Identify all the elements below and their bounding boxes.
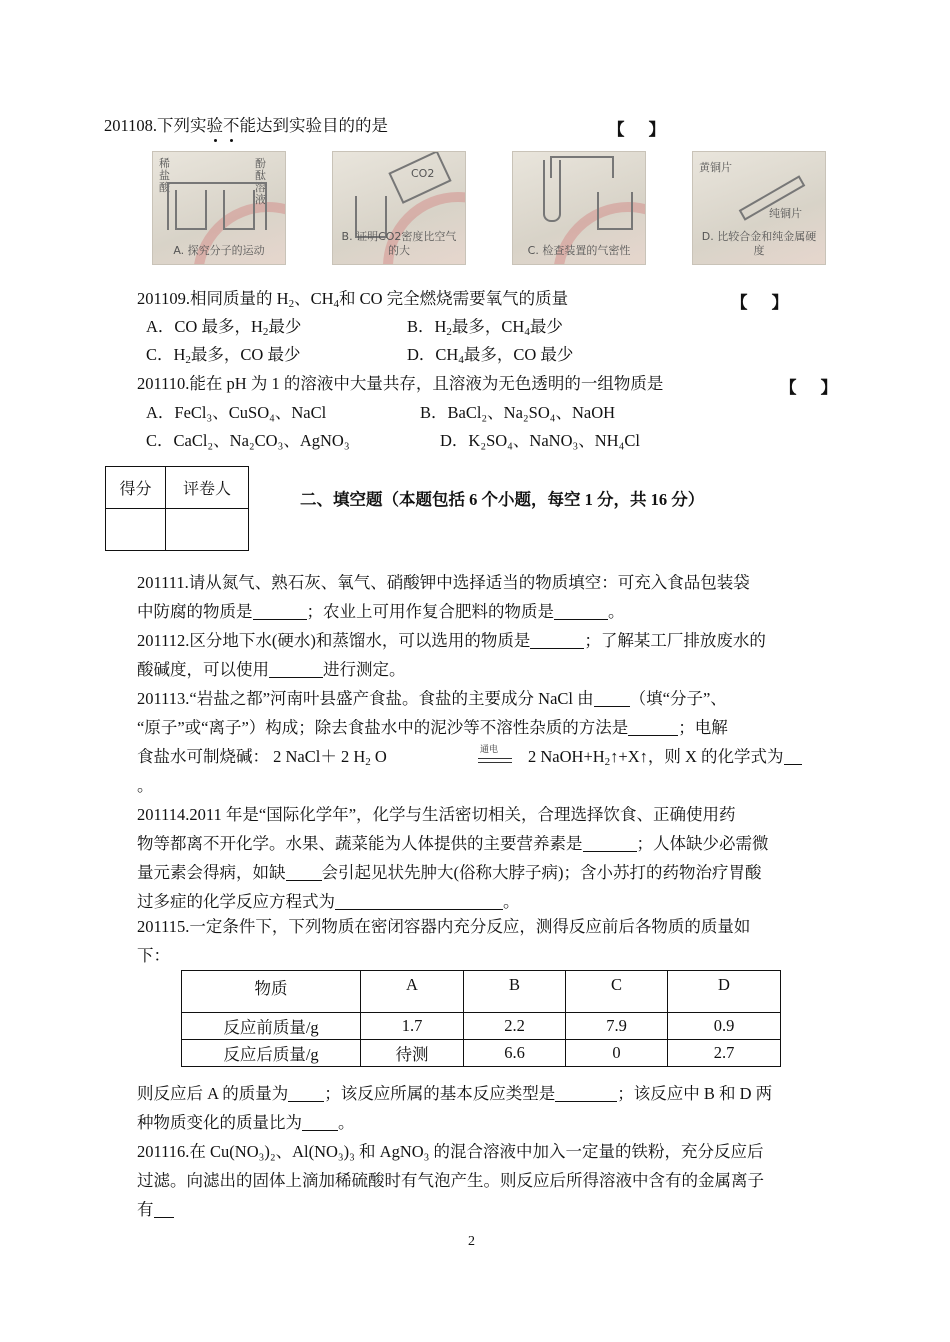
answer-blank[interactable]: [554, 603, 608, 620]
q09-option-a: A．CO 最多，$H_2$最少: [146, 317, 302, 338]
image-label: 酚酞溶液: [255, 157, 266, 206]
score-box: [105, 466, 249, 551]
table-cell: 0: [566, 1040, 668, 1067]
q12-line1: 201112.区分地下水(硬水)和蒸馏水，可以选用的物质是 ；了解某工厂排放废水的: [137, 631, 766, 650]
q15-line3: 则反应后 A 的质量为 ；该反应所属的基本反应类型是 ；该反应中 B 和 D 两: [137, 1084, 773, 1103]
table-cell: 反应后质量/g: [182, 1040, 361, 1067]
q09-stem: 201109.相同质量的 $H_2$、$CH_4$和 CO 完全燃烧需要氧气的质量: [137, 289, 569, 310]
q09-option-b: B．$H_2$最多，$CH_4$最少: [407, 317, 563, 338]
table-cell: 0.9: [668, 1013, 781, 1040]
answer-blank[interactable]: [286, 864, 322, 881]
q08-answer-bracket: 【 】: [608, 120, 676, 139]
q15-line2: 下：: [137, 946, 170, 965]
table-cell: 1.7: [361, 1013, 464, 1040]
table-row: [182, 1040, 781, 1067]
table-cell: 6.6: [464, 1040, 566, 1067]
experiment-image-d: [692, 151, 826, 265]
emphasis-dot: [214, 139, 217, 142]
table-cell: 2.2: [464, 1013, 566, 1040]
answer-blank[interactable]: [253, 603, 307, 620]
q16-line1: 201116.在 Cu(NO₃)₂、Al(NO₃)₃ 和 AgNO₃ 的混合溶液中加入一定量的铁粉，充分反应后: [137, 1142, 764, 1161]
emphasis-dot: [230, 139, 233, 142]
image-caption: D. 比较合金和纯金属硬度: [701, 230, 817, 257]
q12-line2: 酸碱度，可以使用 进行测定。: [137, 660, 406, 679]
q13-line3-right: 2 $NaOH+H_2↑+X↑$，则 X 的化学式为: [528, 743, 802, 771]
equals-sign: [478, 762, 512, 763]
q14-line4: 过多症的化学反应方程式为 。: [137, 892, 520, 911]
q09-option-c: C．$H_2$最多，CO 最少: [146, 345, 301, 366]
experiment-image-b: [332, 151, 466, 265]
score-cell[interactable]: [106, 509, 166, 551]
image-label: CO2: [411, 167, 435, 180]
experiment-image-a: [152, 151, 286, 265]
experiment-image-c: [512, 151, 646, 265]
table-cell: 2.7: [668, 1040, 781, 1067]
image-label: 黄铜片: [699, 161, 732, 174]
answer-blank[interactable]: [335, 893, 503, 910]
image-caption: C. 检查装置的气密性: [527, 244, 631, 257]
q10-option-c: C．CaCl₂、Na₂CO₃、AgNO₃: [146, 431, 350, 450]
image-caption: B. 证明CO2密度比空气的大: [341, 230, 457, 257]
q13-line1: 201113.“岩盐之都”河南叶县盛产食盐。食盐的主要成分 NaCl 由 （填“分子”、: [137, 689, 727, 708]
q11-line2: 中防腐的物质是 ；农业上可用作复合肥料的物质是 。: [137, 602, 625, 621]
answer-blank[interactable]: [530, 632, 584, 649]
grader-label: 评卷人: [166, 467, 249, 509]
q10-option-d: D．K₂SO₄、NaNO₃、NH₄Cl: [440, 431, 640, 450]
answer-blank[interactable]: [555, 1085, 617, 1102]
q11-line1: 201111.请从氮气、熟石灰、氧气、硝酸钾中选择适当的物质填空：可充入食品包装袋: [137, 573, 750, 592]
q16-line2: 过滤。向滤出的固体上滴加稀硫酸时有气泡产生。则反应后所得溶液中含有的金属离子: [137, 1171, 764, 1190]
answer-blank[interactable]: [288, 1085, 324, 1102]
image-caption: A. 探究分子的运动: [173, 244, 265, 257]
q10-stem: 201110.能在 pH 为 1 的溶液中大量共存，且溶液为无色透明的一组物质是: [137, 374, 664, 393]
answer-blank[interactable]: [594, 690, 630, 707]
table-header-cell: C: [566, 971, 668, 1013]
q16-line3: 有: [137, 1196, 174, 1224]
q14-line2: 物等都离不开化学。水果、蔬菜能为人体提供的主要营养素是 ；人体缺少必需微: [137, 834, 769, 853]
q14-line3: 量元素会得病，如缺 会引起见状先肿大(俗称大脖子病)；含小苏打的药物治疗胃酸: [137, 863, 762, 882]
q10-option-b: B．BaCl₂、Na₂SO₄、NaOH: [420, 403, 616, 422]
mass-table: [181, 970, 781, 1067]
q09-option-d: D．$CH_4$最多，CO 最少: [407, 345, 574, 366]
equals-sign: [478, 758, 512, 759]
q10-answer-bracket: 【 】: [780, 378, 848, 397]
answer-blank[interactable]: [302, 1114, 338, 1131]
grader-cell[interactable]: [166, 509, 249, 551]
q14-line1: 201114.2011 年是“国际化学年”，化学与生活密切相关，合理选择饮食、正确使用药: [137, 805, 736, 824]
table-row: [182, 1013, 781, 1040]
answer-blank[interactable]: [784, 748, 802, 765]
score-label: 得分: [106, 467, 166, 509]
table-header-cell: D: [668, 971, 781, 1013]
q10-option-a: A．FeCl₃、CuSO₄、NaCl: [146, 403, 327, 422]
answer-blank[interactable]: [583, 835, 637, 852]
reaction-condition: 通电: [480, 745, 499, 755]
image-label: 纯铜片: [769, 207, 802, 220]
table-cell: 待测: [361, 1040, 464, 1067]
q15-line1: 201115.一定条件下，下列物质在密闭容器内充分反应，测得反应前后各物质的质量如: [137, 917, 751, 936]
image-label: 稀盐酸: [159, 157, 170, 194]
q09-answer-bracket: 【 】: [731, 293, 799, 312]
answer-blank[interactable]: [154, 1201, 174, 1218]
page-number: 2: [468, 1234, 475, 1249]
table-cell: 反应前质量/g: [182, 1013, 361, 1040]
answer-blank[interactable]: [269, 661, 323, 678]
table-header-cell: B: [464, 971, 566, 1013]
table-header-cell: A: [361, 971, 464, 1013]
table-cell: 7.9: [566, 1013, 668, 1040]
q15-line4: 种物质变化的质量比为 。: [137, 1113, 355, 1132]
q13-line3: 食盐水可制烧碱： 2 NaCl＋ 2 $H_2$ O: [137, 747, 387, 768]
section-title: 二、填空题（本题包括 6 个小题，每空 1 分，共 16 分）: [300, 490, 705, 509]
table-header-cell: 物质: [182, 971, 361, 1013]
q13-line2: “原子”或“离子”）构成；除去食盐水中的泥沙等不溶性杂质的方法是 ；电解: [137, 718, 728, 737]
answer-blank[interactable]: [628, 719, 678, 736]
q08-stem: 201108.下列实验不能达到实验目的的是: [104, 116, 389, 135]
q13-line4: 。: [137, 776, 154, 795]
